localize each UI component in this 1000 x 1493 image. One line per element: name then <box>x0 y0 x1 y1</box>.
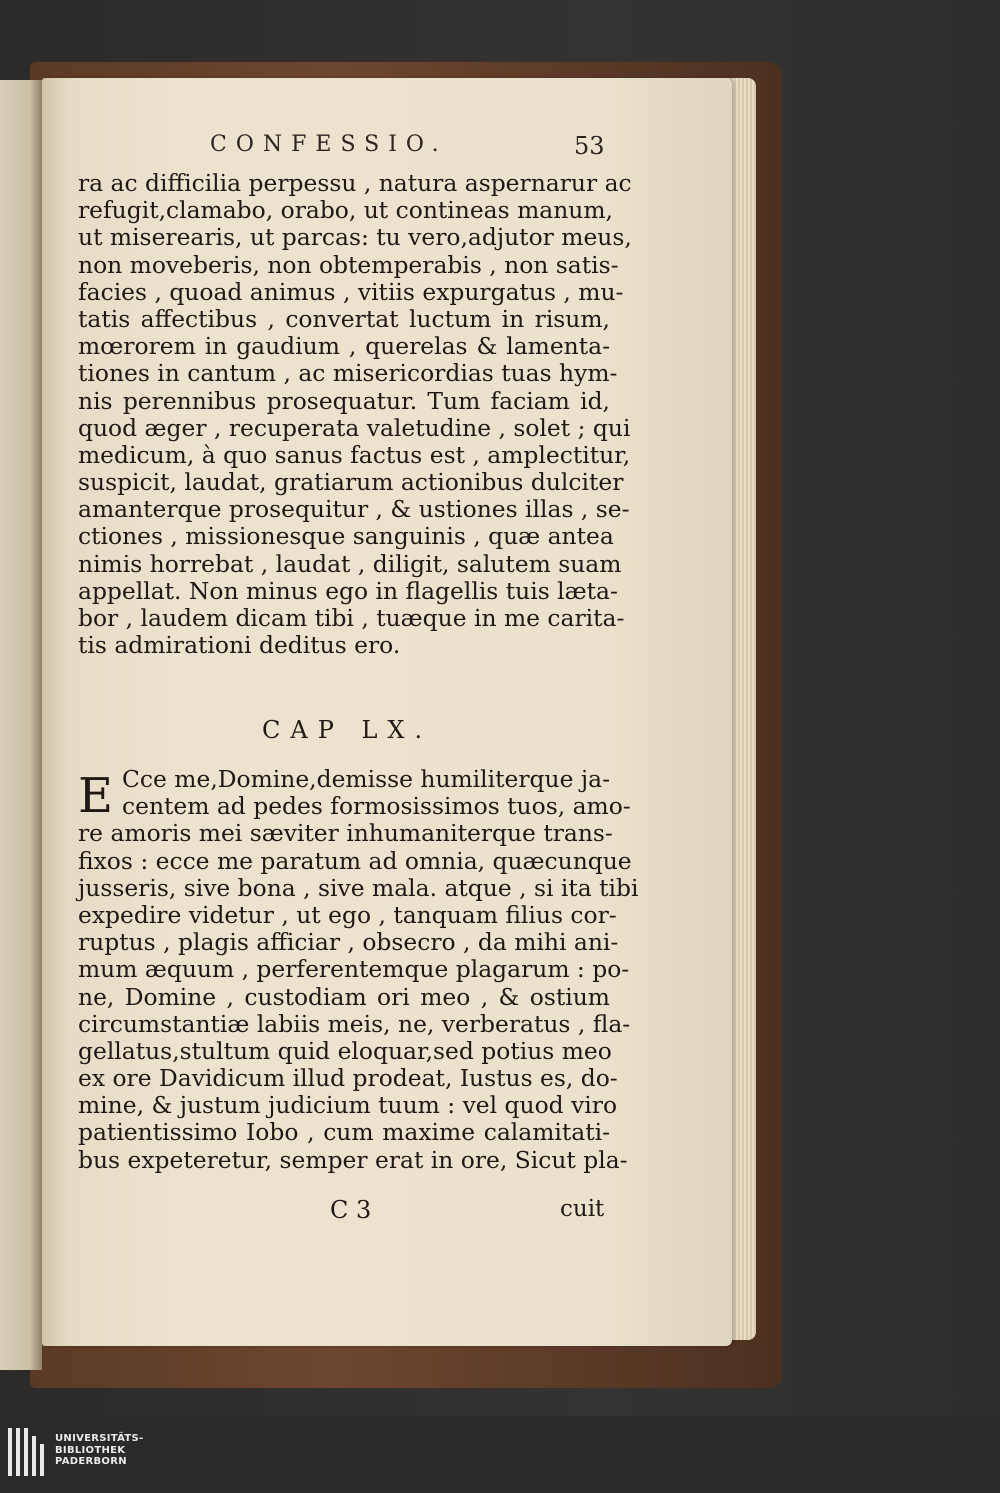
text-line: ctiones , missionesque sanguinis , quæ antea <box>78 522 614 551</box>
facing-page-edge <box>0 80 42 1370</box>
logo-line-1: UNIVERSITÄTS- <box>55 1433 144 1444</box>
page-number: 53 <box>574 132 605 160</box>
paragraph-1 <box>78 169 632 660</box>
text-line: amanterque prosequitur , & ustiones illas , se- <box>78 495 630 524</box>
text-line: tatis affectibus , convertat luctum in risum, <box>78 304 610 333</box>
logo-line-3: PADERBORN <box>55 1456 127 1467</box>
text-line: suspicit, laudat, gratiarum actionibus dulciter <box>78 468 624 497</box>
text-line: jusseris, sive bona , sive mala. atque , si ita tibi <box>78 873 639 902</box>
text-line: non moveberis, non obtemperabis , non satis- <box>78 250 619 279</box>
text-line: ra ac difficilia perpessu , natura aspernarur ac <box>78 169 632 197</box>
text-line: ex ore Davidicum illud prodeat, Iustus es, do- <box>78 1064 618 1093</box>
text-line: circumstantiæ labiis meis, ne, verberatus , fla- <box>78 1009 631 1038</box>
text-line: appellat. Non minus ego in flagellis tuis læta- <box>78 576 618 605</box>
text-line: patientissimo Iobo , cum maxime calamitati- <box>78 1118 610 1147</box>
text-line: gellatus,stultum quid eloquar,sed potius meo <box>78 1036 612 1065</box>
text-line: bus expeteretur, semper erat in ore, Sicut pla- <box>78 1145 628 1174</box>
running-head: CONFESSIO. <box>210 132 448 157</box>
text-line: quod æger , recuperata valetudine , solet ; qui <box>78 413 631 442</box>
footer-bar <box>0 1416 1000 1493</box>
logo-line-2: BIBLIOTHEK <box>55 1444 126 1456</box>
text-line: refugit,clamabo, orabo, ut contineas manum, <box>78 196 613 225</box>
text-line: nis perennibus prosequatur. Tum faciam id, <box>78 386 610 415</box>
text-line: mœrorem in gaudium , querelas & lamenta- <box>78 332 610 361</box>
text-line: ruptus , plagis afficiar , obsecro , da mihi ani- <box>78 928 619 957</box>
text-line: mum æquum , perferentemque plagarum : po- <box>78 955 630 984</box>
text-line: mine, & justum judicium tuum : vel quod viro <box>78 1091 618 1120</box>
text-line: centem ad pedes formosissimos tuos, amo- <box>122 792 631 821</box>
library-logo-icon <box>8 1428 46 1476</box>
paragraph-2 <box>78 765 639 1174</box>
text-line-last: tis admirationi deditus ero. <box>78 631 401 660</box>
text-line: nimis horrebat , laudat , diligit, salutem suam <box>78 549 622 578</box>
text-line: fixos : ecce me paratum ad omnia, quæcunque <box>78 846 632 875</box>
text-line: Cce me,Domine,demisse humiliterque ja- <box>122 765 610 793</box>
chapter-heading: CAP LX. <box>262 716 433 744</box>
text-line: medicum, à quo sanus factus est , amplectitur, <box>78 440 631 469</box>
text-line: re amoris mei sæviter inhumaniterque trans- <box>78 819 613 848</box>
drop-cap: E <box>78 768 114 824</box>
text-line: bor , laudem dicam tibi , tuæque in me carita- <box>78 604 625 632</box>
library-logo-text <box>55 1433 144 1468</box>
catchword: cuit <box>560 1196 605 1222</box>
text-line: tiones in cantum , ac misericordias tuas hym- <box>78 359 618 388</box>
text-line: facies , quoad animus , vitiis expurgatus , mu- <box>78 277 624 306</box>
text-line: expedire videtur , ut ego , tanquam filius cor- <box>78 900 617 929</box>
signature-mark: C 3 <box>330 1196 372 1224</box>
text-line: ne, Domine , custodiam ori meo , & ostium <box>78 982 610 1011</box>
text-line: ut miserearis, ut parcas: tu vero,adjutor meus, <box>78 223 632 252</box>
